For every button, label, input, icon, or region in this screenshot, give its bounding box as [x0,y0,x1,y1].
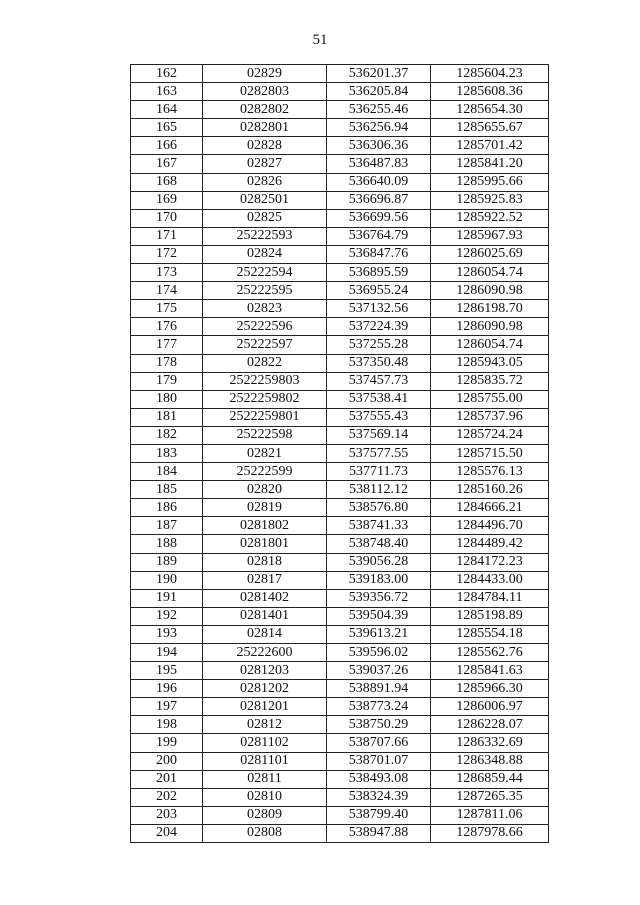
point-id-cell: 0281101 [203,752,327,770]
y-coordinate-cell: 1285995.66 [431,173,549,191]
point-id-cell: 02827 [203,155,327,173]
row-index-cell: 184 [131,463,203,481]
x-coordinate-cell: 538947.88 [327,824,431,842]
table-row [131,680,549,698]
y-coordinate-cell: 1287811.06 [431,806,549,824]
point-id-cell: 0282501 [203,191,327,209]
table-row [131,698,549,716]
x-coordinate-cell: 536205.84 [327,83,431,101]
y-coordinate-cell: 1285160.26 [431,481,549,499]
page-number: 51 [312,32,328,48]
y-coordinate-cell: 1285967.93 [431,227,549,245]
x-coordinate-cell: 536256.94 [327,119,431,137]
y-coordinate-cell: 1285943.05 [431,354,549,372]
row-index-cell: 188 [131,535,203,553]
row-index-cell: 186 [131,499,203,517]
y-coordinate-cell: 1284784.11 [431,589,549,607]
row-index-cell: 180 [131,390,203,408]
x-coordinate-cell: 539596.02 [327,644,431,662]
y-coordinate-cell: 1285198.89 [431,607,549,625]
point-id-cell: 0282801 [203,119,327,137]
row-index-cell: 199 [131,734,203,752]
row-index-cell: 179 [131,372,203,390]
x-coordinate-cell: 537569.14 [327,426,431,444]
table-row [131,354,549,372]
point-id-cell: 02814 [203,625,327,643]
point-id-cell: 25222600 [203,644,327,662]
table-row [131,824,549,842]
coordinates-table [130,64,549,843]
table-row [131,589,549,607]
x-coordinate-cell: 537255.28 [327,336,431,354]
point-id-cell: 02809 [203,806,327,824]
y-coordinate-cell: 1284433.00 [431,571,549,589]
y-coordinate-cell: 1285966.30 [431,680,549,698]
y-coordinate-cell: 1286859.44 [431,770,549,788]
y-coordinate-cell: 1285841.63 [431,662,549,680]
table-row [131,806,549,824]
row-index-cell: 175 [131,300,203,318]
row-index-cell: 191 [131,589,203,607]
y-coordinate-cell: 1285576.13 [431,463,549,481]
table-row [131,716,549,734]
row-index-cell: 197 [131,698,203,716]
y-coordinate-cell: 1286090.98 [431,282,549,300]
point-id-cell: 02822 [203,354,327,372]
y-coordinate-cell: 1287978.66 [431,824,549,842]
y-coordinate-cell: 1286006.97 [431,698,549,716]
y-coordinate-cell: 1285604.23 [431,65,549,83]
x-coordinate-cell: 537577.55 [327,444,431,462]
y-coordinate-cell: 1285925.83 [431,191,549,209]
row-index-cell: 203 [131,806,203,824]
table-row [131,372,549,390]
point-id-cell: 0282802 [203,101,327,119]
row-index-cell: 172 [131,245,203,263]
table-row [131,625,549,643]
table-row [131,282,549,300]
x-coordinate-cell: 536895.59 [327,264,431,282]
point-id-cell: 02825 [203,209,327,227]
x-coordinate-cell: 537457.73 [327,372,431,390]
table-row [131,318,549,336]
x-coordinate-cell: 538799.40 [327,806,431,824]
row-index-cell: 201 [131,770,203,788]
table-row [131,119,549,137]
y-coordinate-cell: 1286198.70 [431,300,549,318]
point-id-cell: 25222596 [203,318,327,336]
point-id-cell: 02808 [203,824,327,842]
table-row [131,481,549,499]
x-coordinate-cell: 539183.00 [327,571,431,589]
table-row [131,444,549,462]
table-row [131,662,549,680]
row-index-cell: 171 [131,227,203,245]
x-coordinate-cell: 536955.24 [327,282,431,300]
x-coordinate-cell: 538773.24 [327,698,431,716]
row-index-cell: 177 [131,336,203,354]
y-coordinate-cell: 1284172.23 [431,553,549,571]
table-row [131,155,549,173]
row-index-cell: 195 [131,662,203,680]
x-coordinate-cell: 538891.94 [327,680,431,698]
point-id-cell: 0282803 [203,83,327,101]
y-coordinate-cell: 1286228.07 [431,716,549,734]
row-index-cell: 178 [131,354,203,372]
x-coordinate-cell: 539356.72 [327,589,431,607]
x-coordinate-cell: 536487.83 [327,155,431,173]
table-row [131,300,549,318]
table-row [131,191,549,209]
table-row [131,336,549,354]
point-id-cell: 0281801 [203,535,327,553]
row-index-cell: 194 [131,644,203,662]
point-id-cell: 2522259802 [203,390,327,408]
y-coordinate-cell: 1286090.98 [431,318,549,336]
table-row [131,227,549,245]
row-index-cell: 196 [131,680,203,698]
row-index-cell: 193 [131,625,203,643]
x-coordinate-cell: 536699.56 [327,209,431,227]
x-coordinate-cell: 536201.37 [327,65,431,83]
point-id-cell: 02823 [203,300,327,318]
point-id-cell: 02828 [203,137,327,155]
point-id-cell: 25222599 [203,463,327,481]
y-coordinate-cell: 1284496.70 [431,517,549,535]
row-index-cell: 181 [131,408,203,426]
y-coordinate-cell: 1285554.18 [431,625,549,643]
point-id-cell: 25222597 [203,336,327,354]
table-row [131,408,549,426]
x-coordinate-cell: 536255.46 [327,101,431,119]
x-coordinate-cell: 537132.56 [327,300,431,318]
x-coordinate-cell: 538750.29 [327,716,431,734]
y-coordinate-cell: 1285715.50 [431,444,549,462]
x-coordinate-cell: 538741.33 [327,517,431,535]
x-coordinate-cell: 538112.12 [327,481,431,499]
y-coordinate-cell: 1285922.52 [431,209,549,227]
row-index-cell: 170 [131,209,203,227]
y-coordinate-cell: 1285724.24 [431,426,549,444]
point-id-cell: 25222594 [203,264,327,282]
y-coordinate-cell: 1285737.96 [431,408,549,426]
point-id-cell: 0281802 [203,517,327,535]
y-coordinate-cell: 1286348.88 [431,752,549,770]
table-row [131,607,549,625]
point-id-cell: 25222595 [203,282,327,300]
table-row [131,499,549,517]
row-index-cell: 167 [131,155,203,173]
y-coordinate-cell: 1285654.30 [431,101,549,119]
y-coordinate-cell: 1285841.20 [431,155,549,173]
point-id-cell: 0281402 [203,589,327,607]
x-coordinate-cell: 537350.48 [327,354,431,372]
point-id-cell: 02826 [203,173,327,191]
x-coordinate-cell: 536306.36 [327,137,431,155]
x-coordinate-cell: 539504.39 [327,607,431,625]
row-index-cell: 162 [131,65,203,83]
x-coordinate-cell: 538701.07 [327,752,431,770]
x-coordinate-cell: 538748.40 [327,535,431,553]
table-row [131,770,549,788]
x-coordinate-cell: 536696.87 [327,191,431,209]
y-coordinate-cell: 1285755.00 [431,390,549,408]
point-id-cell: 0281201 [203,698,327,716]
x-coordinate-cell: 536847.76 [327,245,431,263]
table-row [131,788,549,806]
x-coordinate-cell: 537555.43 [327,408,431,426]
row-index-cell: 183 [131,444,203,462]
y-coordinate-cell: 1286332.69 [431,734,549,752]
row-index-cell: 192 [131,607,203,625]
x-coordinate-cell: 536764.79 [327,227,431,245]
point-id-cell: 02824 [203,245,327,263]
table-row [131,752,549,770]
point-id-cell: 25222593 [203,227,327,245]
point-id-cell: 02817 [203,571,327,589]
y-coordinate-cell: 1285701.42 [431,137,549,155]
table-row [131,101,549,119]
row-index-cell: 176 [131,318,203,336]
row-index-cell: 163 [131,83,203,101]
y-coordinate-cell: 1284666.21 [431,499,549,517]
row-index-cell: 198 [131,716,203,734]
table-row [131,535,549,553]
point-id-cell: 02812 [203,716,327,734]
y-coordinate-cell: 1286054.74 [431,264,549,282]
table-row [131,65,549,83]
row-index-cell: 204 [131,824,203,842]
y-coordinate-cell: 1286054.74 [431,336,549,354]
point-id-cell: 02811 [203,770,327,788]
table-row [131,734,549,752]
table-row [131,571,549,589]
point-id-cell: 2522259803 [203,372,327,390]
table-row [131,173,549,191]
x-coordinate-cell: 538707.66 [327,734,431,752]
row-index-cell: 200 [131,752,203,770]
point-id-cell: 02821 [203,444,327,462]
point-id-cell: 02820 [203,481,327,499]
table-row [131,553,549,571]
point-id-cell: 0281202 [203,680,327,698]
table-row [131,264,549,282]
y-coordinate-cell: 1285655.67 [431,119,549,137]
x-coordinate-cell: 537538.41 [327,390,431,408]
row-index-cell: 202 [131,788,203,806]
point-id-cell: 25222598 [203,426,327,444]
point-id-cell: 2522259801 [203,408,327,426]
y-coordinate-cell: 1285835.72 [431,372,549,390]
table-row [131,245,549,263]
x-coordinate-cell: 537224.39 [327,318,431,336]
row-index-cell: 165 [131,119,203,137]
table-row [131,426,549,444]
table-row [131,83,549,101]
x-coordinate-cell: 539056.28 [327,553,431,571]
y-coordinate-cell: 1285608.36 [431,83,549,101]
row-index-cell: 185 [131,481,203,499]
table-row [131,644,549,662]
x-coordinate-cell: 537711.73 [327,463,431,481]
y-coordinate-cell: 1287265.35 [431,788,549,806]
x-coordinate-cell: 538324.39 [327,788,431,806]
row-index-cell: 189 [131,553,203,571]
row-index-cell: 166 [131,137,203,155]
point-id-cell: 0281102 [203,734,327,752]
row-index-cell: 190 [131,571,203,589]
table-row [131,390,549,408]
x-coordinate-cell: 539037.26 [327,662,431,680]
table-row [131,517,549,535]
x-coordinate-cell: 538576.80 [327,499,431,517]
row-index-cell: 174 [131,282,203,300]
row-index-cell: 187 [131,517,203,535]
row-index-cell: 168 [131,173,203,191]
y-coordinate-cell: 1285562.76 [431,644,549,662]
table-row [131,209,549,227]
point-id-cell: 02829 [203,65,327,83]
row-index-cell: 173 [131,264,203,282]
point-id-cell: 02819 [203,499,327,517]
point-id-cell: 0281203 [203,662,327,680]
table-row [131,463,549,481]
y-coordinate-cell: 1286025.69 [431,245,549,263]
row-index-cell: 164 [131,101,203,119]
table-row [131,137,549,155]
x-coordinate-cell: 539613.21 [327,625,431,643]
row-index-cell: 169 [131,191,203,209]
row-index-cell: 182 [131,426,203,444]
point-id-cell: 02818 [203,553,327,571]
point-id-cell: 0281401 [203,607,327,625]
x-coordinate-cell: 538493.08 [327,770,431,788]
coordinates-table-body [131,65,549,843]
y-coordinate-cell: 1284489.42 [431,535,549,553]
x-coordinate-cell: 536640.09 [327,173,431,191]
point-id-cell: 02810 [203,788,327,806]
